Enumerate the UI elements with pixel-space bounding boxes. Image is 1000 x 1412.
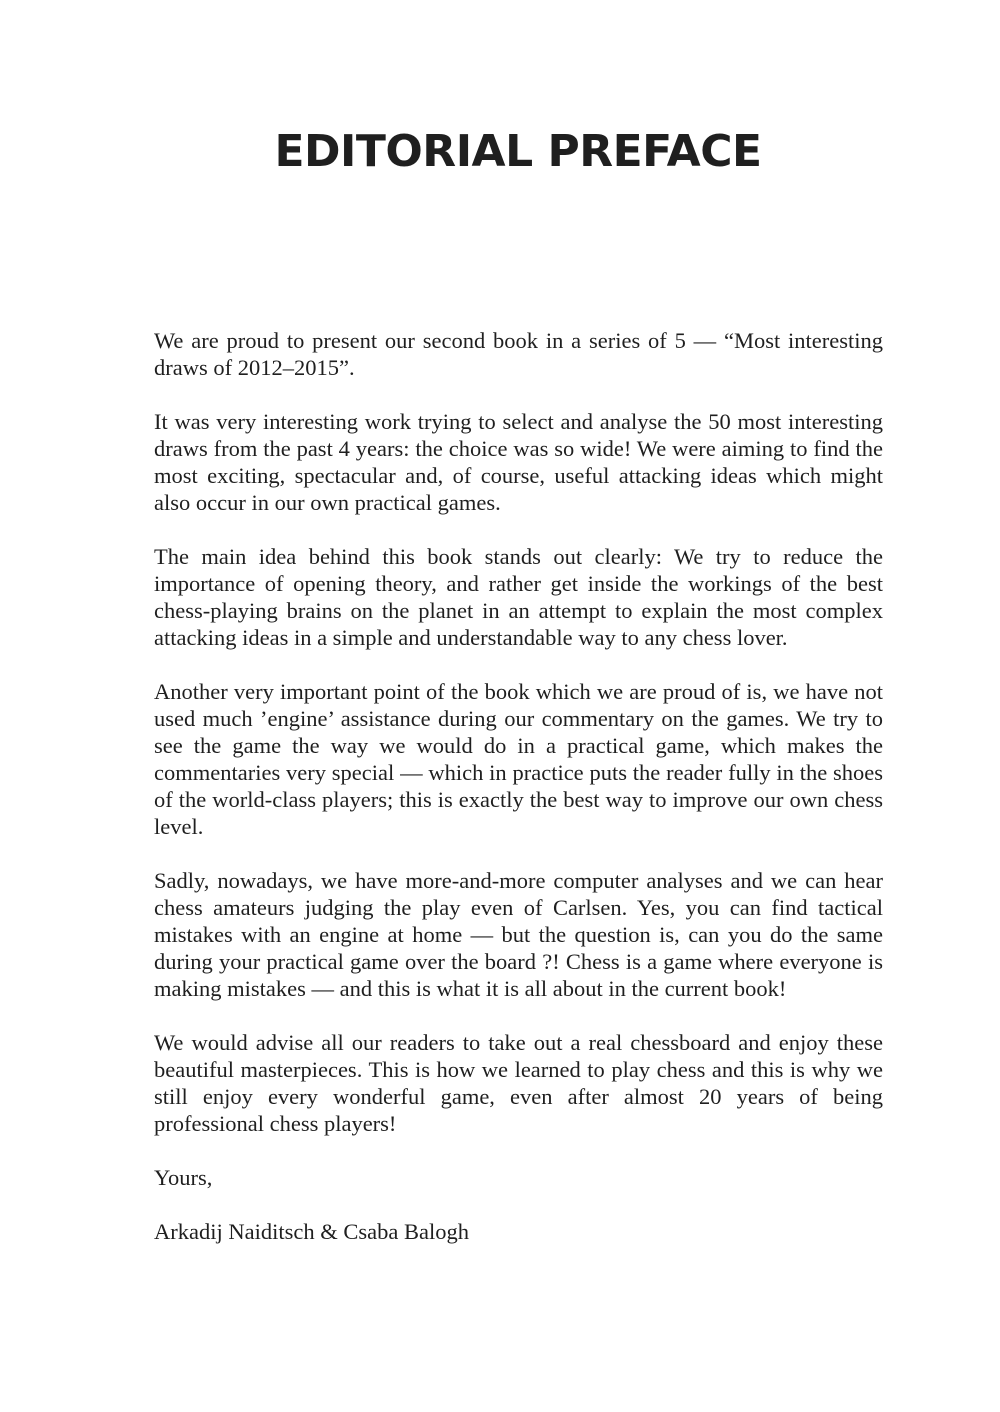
signature: Arkadij Naiditsch & Csaba Balogh — [154, 1219, 469, 1244]
preface-body — [154, 327, 883, 1272]
paragraph-engine-assistance: Another very important point of the book which we are proud of is, we have not used much ’engine’ assistance during our commentary on the games. We try to see the game the way we would do in a practical game, which makes the commentaries very special — which in practice puts the reader fully in the shoes of the world-class players; this is exactly the best way to improve our own chess level. — [154, 679, 883, 839]
closing-salutation: Yours, — [154, 1165, 213, 1190]
paragraph-selection: It was very interesting work trying to select and analyse the 50 most interesting draws from the past 4 years: the choice was so wide! We were aiming to find the most exciting, spectacular and, of course, useful attacking ideas which might also occur in our own practical games. — [154, 409, 883, 515]
page-title: EDITORIAL PREFACE — [274, 126, 762, 177]
paragraph-intro: We are proud to present our second book in a series of 5 — “Most interesting draws of 2012–2015”. — [154, 328, 883, 380]
paragraph-main-idea: The main idea behind this book stands out clearly: We try to reduce the importance of opening theory, and rather get inside the workings of the best chess-playing brains on the planet in an attempt to explain the most complex attacking ideas in a simple and understandable way to any chess lover. — [154, 544, 883, 650]
paragraph-advice: We would advise all our readers to take out a real chessboard and enjoy these beautiful masterpieces. This is how we learned to play chess and this is why we still enjoy every wonderful game, even after almost 20 years of being professional chess players! — [154, 1030, 883, 1136]
paragraph-computer-analyses: Sadly, nowadays, we have more-and-more computer analyses and we can hear chess amateurs judging the play even of Carlsen. Yes, you can find tactical mistakes with an engine at home — but the question is, can you do the same during your practical game over the board ?! Chess is a game where everyone is making mistakes — and this is what it is all about in the current book! — [154, 868, 883, 1001]
